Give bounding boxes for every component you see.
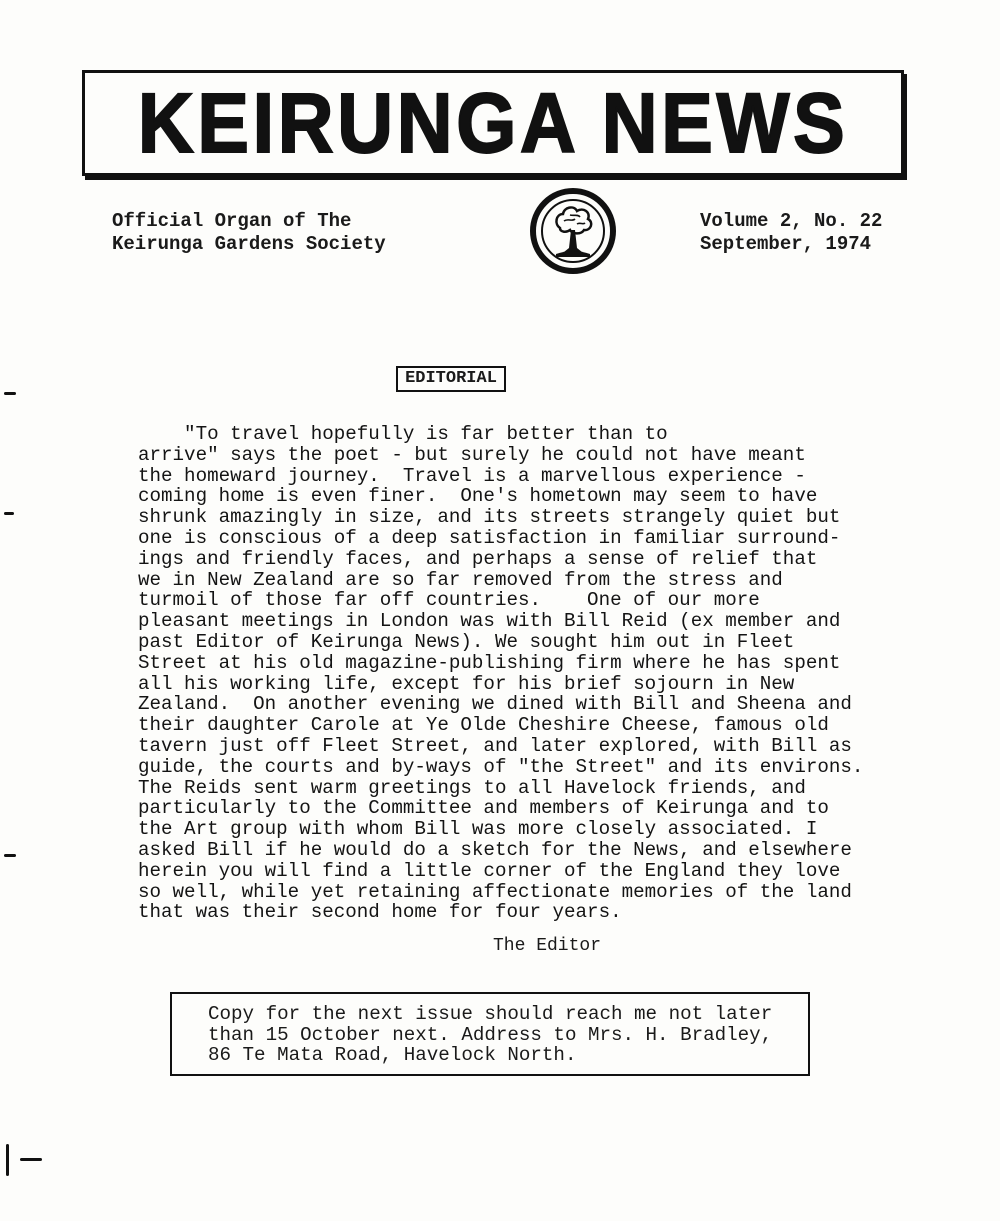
margin-tick — [4, 512, 14, 515]
organ-block — [112, 210, 386, 256]
issue-block — [700, 210, 882, 256]
margin-tick — [20, 1158, 42, 1161]
editorial-line: the Art group with whom Bill was more closely associated. I — [138, 818, 818, 841]
editorial-line: asked Bill if he would do a sketch for the News, and elsewhere — [138, 838, 852, 861]
editorial-line: their daughter Carole at Ye Olde Cheshire Cheese, famous old — [138, 714, 829, 737]
editorial-heading: EDITORIAL — [396, 366, 506, 392]
editorial-line: that was their second home for four years. — [138, 901, 622, 924]
editorial-line: one is conscious of a deep satisfaction in familiar surround- — [138, 526, 841, 549]
tree-emblem-icon — [530, 188, 616, 274]
copy-notice-line: than 15 October next. Address to Mrs. H. Bradley, — [208, 1023, 773, 1046]
organ-line-2: Keirunga Gardens Society — [112, 233, 386, 255]
editorial-line: turmoil of those far off countries. One of our more — [138, 589, 760, 612]
editorial-line: guide, the courts and by-ways of "the Street" and its environs. — [138, 755, 864, 778]
copy-notice-text — [208, 1004, 772, 1066]
margin-tick — [4, 854, 16, 857]
copy-notice-line: 86 Te Mata Road, Havelock North. — [208, 1044, 577, 1066]
editorial-line: pleasant meetings in London was with Bill Reid (ex member and — [138, 610, 841, 633]
issue-date: September, 1974 — [700, 233, 872, 255]
masthead-box — [82, 70, 904, 176]
editorial-line: "To travel hopefully is far better than to — [138, 423, 668, 445]
editorial-line: all his working life, except for his brief sojourn in New — [138, 672, 795, 695]
editorial-line: the homeward journey. Travel is a marvellous experience - — [138, 464, 806, 487]
editorial-line: Street at his old magazine-publishing firm where he has spent — [138, 651, 841, 674]
margin-tick — [6, 1144, 9, 1176]
editorial-line: The Reids sent warm greetings to all Havelock friends, and — [138, 776, 806, 799]
copy-notice-line: Copy for the next issue should reach me not later — [208, 1003, 773, 1025]
editorial-line: shrunk amazingly in size, and its streets strangely quiet but — [138, 506, 841, 529]
organ-line-1: Official Organ of The — [112, 210, 352, 232]
editorial-line: ings and friendly faces, and perhaps a sense of relief that — [138, 547, 818, 570]
editorial-line: tavern just off Fleet Street, and later explored, with Bill as — [138, 734, 852, 757]
editorial-line: particularly to the Committee and members of Keirunga and to — [138, 797, 829, 820]
editorial-line: arrive" says the poet - but surely he could not have meant — [138, 443, 806, 466]
editorial-body — [138, 424, 898, 923]
masthead-title: KEIRUNGA NEWS — [137, 76, 849, 170]
editorial-line: we in New Zealand are so far removed from the stress and — [138, 568, 783, 591]
editorial-line: past Editor of Keirunga News). We sought him out in Fleet — [138, 630, 795, 653]
volume-number: Volume 2, No. 22 — [700, 210, 883, 232]
editorial-line: so well, while yet retaining affectionate memories of the land — [138, 880, 852, 903]
margin-tick — [4, 392, 16, 395]
editor-signature: The Editor — [493, 936, 602, 956]
editorial-line: coming home is even finer. One's hometown may seem to have — [138, 485, 818, 508]
editorial-line: Zealand. On another evening we dined with Bill and Sheena and — [138, 693, 852, 716]
editorial-line: herein you will find a little corner of the England they love — [138, 859, 841, 882]
